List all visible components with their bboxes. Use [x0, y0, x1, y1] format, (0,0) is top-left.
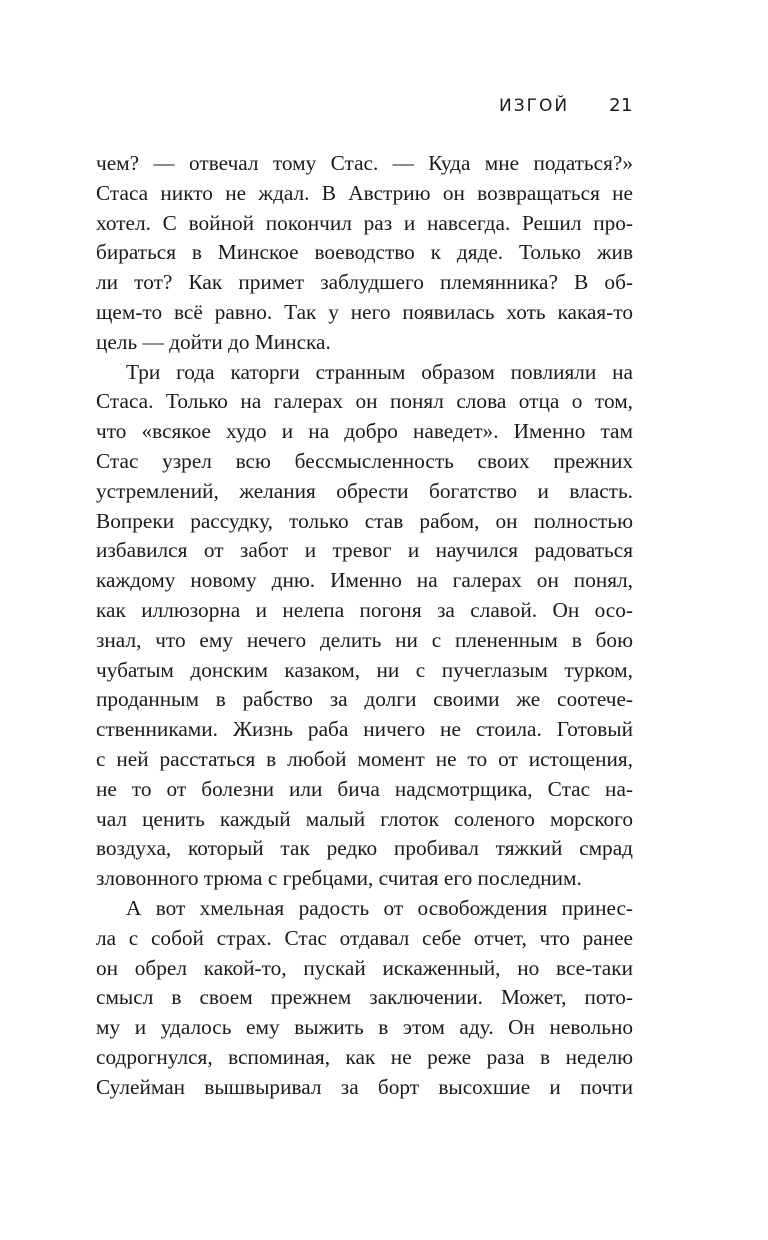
running-head: [96, 95, 633, 116]
text-line: чубатым донским казаком, ни с пучеглазым турком,: [96, 657, 633, 682]
text-line: смысл в своем прежнем заключении. Может, пото-: [96, 985, 633, 1010]
text-line: зловонного трюма с гребцами, считая его последним.: [96, 866, 582, 891]
paragraph-1: [96, 149, 633, 358]
running-title: ИЗГОЙ: [499, 96, 570, 116]
body-text: [96, 149, 633, 1103]
text-line: он обрел какой-то, пускай искаженный, но все-таки: [96, 955, 633, 980]
text-line: чем? — отвечал тому Стас. — Куда мне податься?»: [96, 151, 633, 175]
text-line: чал ценить каждый малый глоток соленого морского: [96, 806, 633, 831]
text-line: Три года каторги странным образом повлияли на: [126, 359, 633, 384]
text-line: как иллюзорна и нелепа погоня за славой. Он осо-: [96, 597, 633, 622]
text-line: ственниками. Жизнь раба ничего не стоила. Готовый: [96, 717, 633, 742]
text-line: устремлений, желания обрести богатство и власть.: [96, 478, 633, 503]
text-line: воздуха, который так редко пробивал тяжкий смрад: [96, 836, 633, 861]
text-line: хотел. С войной покончил раз и навсегда. Решил про-: [96, 210, 633, 235]
text-line: Стас узрел всю бессмысленность своих прежних: [96, 448, 633, 473]
text-line: ли тот? Как примет заблудшего племянника? В об-: [96, 270, 633, 295]
text-line: щем-то всё равно. Так у него появилась хоть какая-то: [96, 299, 633, 324]
text-line: каждому новому дню. Именно на галерах он понял,: [96, 568, 633, 593]
text-line: с ней расстаться в любой момент не то от истощения,: [96, 746, 633, 771]
paragraph-3: [96, 894, 633, 1103]
text-line: Сулейман вышвыривал за борт высохшие и почти: [96, 1074, 633, 1099]
text-line: знал, что ему нечего делить ни с плененным в бою: [96, 627, 633, 652]
text-line: ла с собой страх. Стас отдавал себе отчет, что ранее: [96, 925, 633, 950]
text-line: не то от болезни или бича надсмотрщика, Стас на-: [96, 776, 633, 801]
text-line: что «всякое худо и на добро наведет». Именно там: [96, 419, 633, 444]
text-line: цель — дойти до Минска.: [96, 329, 331, 354]
text-line: му и удалось ему выжить в этом аду. Он невольно: [96, 1015, 633, 1040]
paragraph-2: [96, 358, 633, 894]
text-line: проданным в рабство за долги своими же соотече-: [96, 687, 633, 712]
text-line: содрогнулся, вспоминая, как не реже раза в неделю: [96, 1044, 633, 1069]
text-line: бираться в Минское воеводство к дяде. Только жив: [96, 240, 633, 265]
text-line: А вот хмельная радость от освобождения принес-: [126, 895, 633, 920]
text-line: Стаса. Только на галерах он понял слова отца о том,: [96, 389, 633, 414]
text-line: избавился от забот и тревог и научился радоваться: [96, 538, 633, 563]
text-line: Вопреки рассудку, только став рабом, он полностью: [96, 508, 633, 533]
text-line: Стаса никто не ждал. В Австрию он возвращаться не: [96, 180, 633, 205]
page-number: 21: [609, 95, 633, 116]
